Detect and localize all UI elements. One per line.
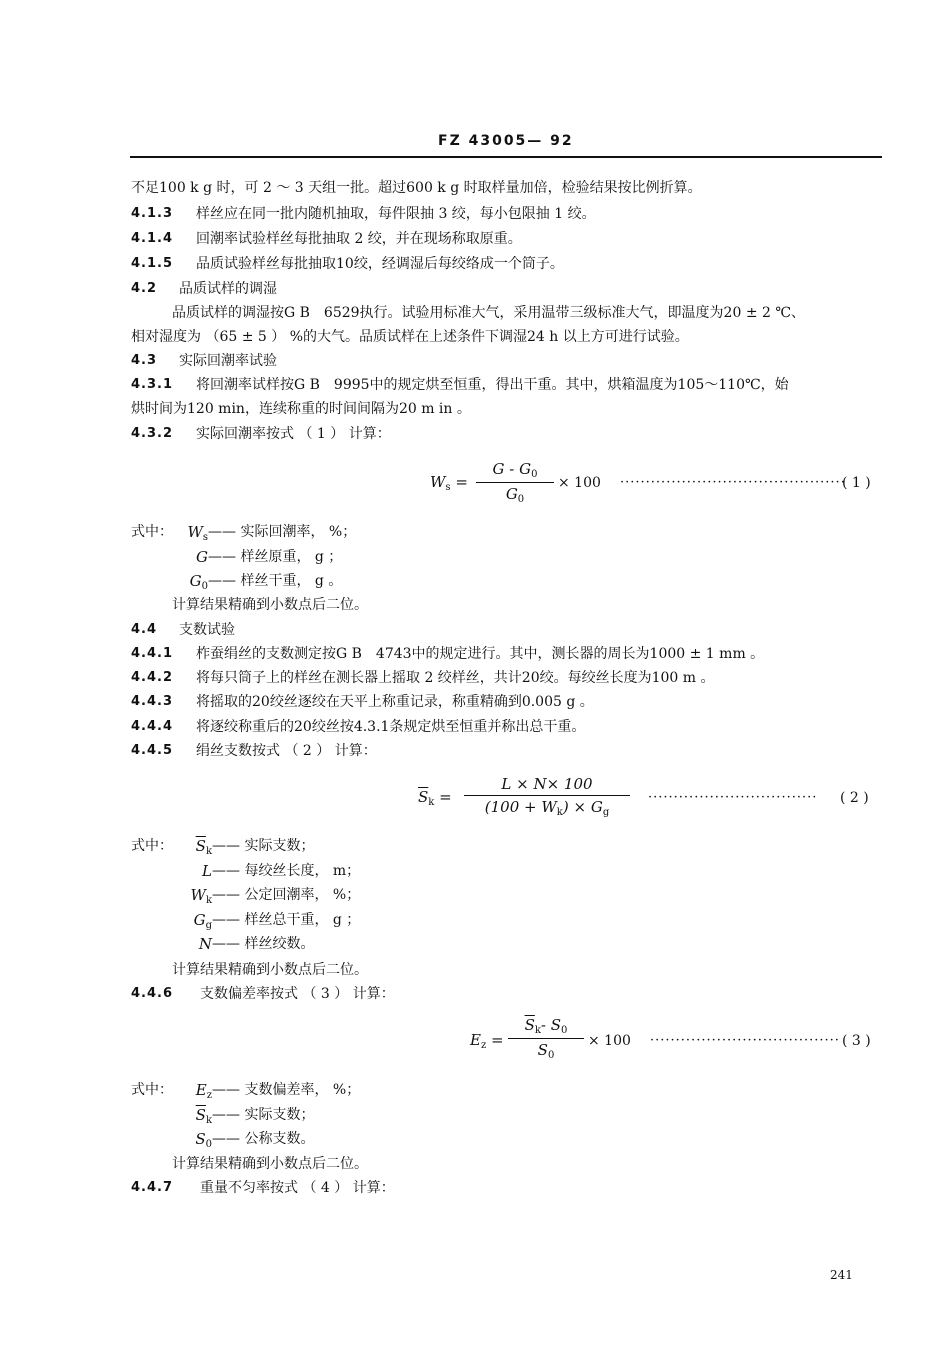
clause-number: 4.2 xyxy=(131,281,158,296)
clause-number: 4.4.1 xyxy=(131,646,174,661)
legend-symbol: L xyxy=(202,862,212,880)
legend-symbol: $S_0$ xyxy=(195,1130,212,1150)
formula-2-lhs: $\overline{S}_k$ = xyxy=(418,788,452,808)
clause-text: 烘时间为120 min，连续称重的时间间隔为20 m in 。 xyxy=(131,401,471,417)
header-rule xyxy=(130,156,882,158)
legend-prefix: 式中： xyxy=(131,524,173,540)
legend-description: —— 样丝总干重， g ； xyxy=(212,912,361,928)
clause-number: 4.4.3 xyxy=(131,694,174,709)
legend-symbol: G xyxy=(196,548,208,566)
clause-number: 4.4.4 xyxy=(131,719,174,734)
formula-3-fraction: $\overline{S}_k-$ $S_0$ $S_0$ xyxy=(508,1016,584,1061)
clause-text: 将摇取的20绞丝逐绞在天平上称重记录，称重精确到0.005 g 。 xyxy=(196,694,594,710)
formula-3-lhs: $E_z$ = xyxy=(470,1031,504,1051)
legend-description: —— 公定回潮率， %； xyxy=(212,887,361,903)
formula-1-fraction: G - $G_0$ $G_0$ xyxy=(476,460,554,505)
legend-symbol: $G_g$ xyxy=(193,911,212,931)
legend-description: —— 样丝原重， g ； xyxy=(208,549,343,565)
clause-text: 回潮率试验样丝每批抽取 2 绞，并在现场称取原重。 xyxy=(196,231,522,247)
formula-3-precision-note: 计算结果精确到小数点后二位。 xyxy=(172,1156,368,1172)
clause-text: 将逐绞称重后的20绞丝按4.3.1条规定烘至恒重并称出总干重。 xyxy=(196,719,586,735)
formula-2-number: ( 2 ) xyxy=(840,790,869,806)
formula-1-precision-note: 计算结果精确到小数点后二位。 xyxy=(172,597,368,613)
clause-number: 4.4.2 xyxy=(131,670,174,685)
clause-number: 4.4.6 xyxy=(131,986,174,1001)
legend-description: —— 实际支数； xyxy=(212,1107,315,1123)
clause-text: 支数偏差率按式 （ 3 ） 计算： xyxy=(200,986,395,1002)
clause-text: 支数试验 xyxy=(179,622,235,638)
legend-prefix: 式中： xyxy=(131,1082,173,1098)
formula-1-leader-dots: ············································ xyxy=(620,475,846,490)
formula-1-lhs: $W_s$ = xyxy=(430,473,468,493)
clause-text: 不足100 k g 时，可 2 ～ 3 天组一批。超过600 k g 时取样量加倍，检验结果按比例折算。 xyxy=(131,180,702,196)
legend-symbol: $W_s$ xyxy=(187,523,208,543)
clause-text: 相对湿度为 （65 ± 5 ） %的大气。品质试样在上述条件下调湿24 h 以上方可进行试验。 xyxy=(131,329,689,345)
legend-prefix: 式中： xyxy=(131,838,173,854)
clause-number: 4.4.7 xyxy=(131,1180,174,1195)
clause-text: 品质试样的调湿按G B 6529执行。试验用标准大气，采用温带三级标准大气，即温度为20 ± 2 ℃、 xyxy=(172,305,806,321)
clause-text: 柞蚕绢丝的支数测定按G B 4743中的规定进行。其中，测长器的周长为1000 ± 1 mm 。 xyxy=(196,646,765,662)
formula-3-leader-dots: ····································· xyxy=(650,1033,840,1048)
formula-3-number: ( 3 ) xyxy=(842,1033,871,1049)
clause-number: 4.4 xyxy=(131,622,158,637)
legend-symbol: $W_k$ xyxy=(190,886,212,906)
clause-text: 绢丝支数按式 （ 2 ） 计算： xyxy=(196,743,377,759)
formula-3-multiplier: × 100 xyxy=(588,1033,631,1049)
formula-2-fraction: L × N× 100 $(100 + W_k) \times G_g$ xyxy=(464,775,630,818)
clause-number: 4.3.2 xyxy=(131,426,174,441)
page-number: 241 xyxy=(830,1268,853,1282)
legend-description: —— 实际支数； xyxy=(212,838,315,854)
formula-2-leader-dots: ································· xyxy=(648,790,818,805)
legend-symbol: $\overline{S}_k$ xyxy=(195,1106,212,1126)
document-code: FZ 43005— 92 xyxy=(438,133,574,149)
legend-symbol: $\overline{S}_k$ xyxy=(195,837,212,857)
legend-description: —— 支数偏差率， %； xyxy=(212,1082,361,1098)
clause-number: 4.1.5 xyxy=(131,256,174,271)
clause-text: 样丝应在同一批内随机抽取，每件限抽 3 绞，每小包限抽 1 绞。 xyxy=(196,206,596,222)
clause-number: 4.1.4 xyxy=(131,231,174,246)
legend-symbol: $G_0$ xyxy=(189,572,208,592)
formula-1-multiplier: × 100 xyxy=(558,475,601,491)
legend-description: —— 实际回潮率， %； xyxy=(208,524,357,540)
clause-text: 实际回潮率按式 （ 1 ） 计算： xyxy=(196,426,391,442)
clause-number: 4.3.1 xyxy=(131,377,174,392)
legend-description: —— 样丝干重， g 。 xyxy=(208,573,343,589)
legend-symbol: N xyxy=(198,935,212,953)
clause-number: 4.3 xyxy=(131,353,158,368)
formula-2-precision-note: 计算结果精确到小数点后二位。 xyxy=(172,962,368,978)
clause-number: 4.4.5 xyxy=(131,743,174,758)
legend-description: —— 样丝绞数。 xyxy=(212,936,315,952)
formula-1-number: ( 1 ) xyxy=(842,475,871,491)
legend-symbol: $E_z$ xyxy=(195,1081,212,1101)
legend-description: —— 公称支数。 xyxy=(212,1131,315,1147)
clause-text: 将每只筒子上的样丝在测长器上摇取 2 绞样丝，共计20绞。每绞丝长度为100 m 。 xyxy=(196,670,715,686)
clause-number: 4.1.3 xyxy=(131,206,174,221)
clause-text: 品质试验样丝每批抽取10绞，经调湿后每绞络成一个筒子。 xyxy=(196,256,564,272)
clause-text: 重量不匀率按式 （ 4 ） 计算： xyxy=(200,1180,395,1196)
clause-text: 品质试样的调湿 xyxy=(179,281,277,297)
legend-description: —— 每绞丝长度， m； xyxy=(212,863,361,879)
clause-text: 实际回潮率试验 xyxy=(179,353,277,369)
clause-text: 将回潮率试样按G B 9995中的规定烘至恒重，得出干重。其中，烘箱温度为105～110℃，始 xyxy=(196,377,789,393)
